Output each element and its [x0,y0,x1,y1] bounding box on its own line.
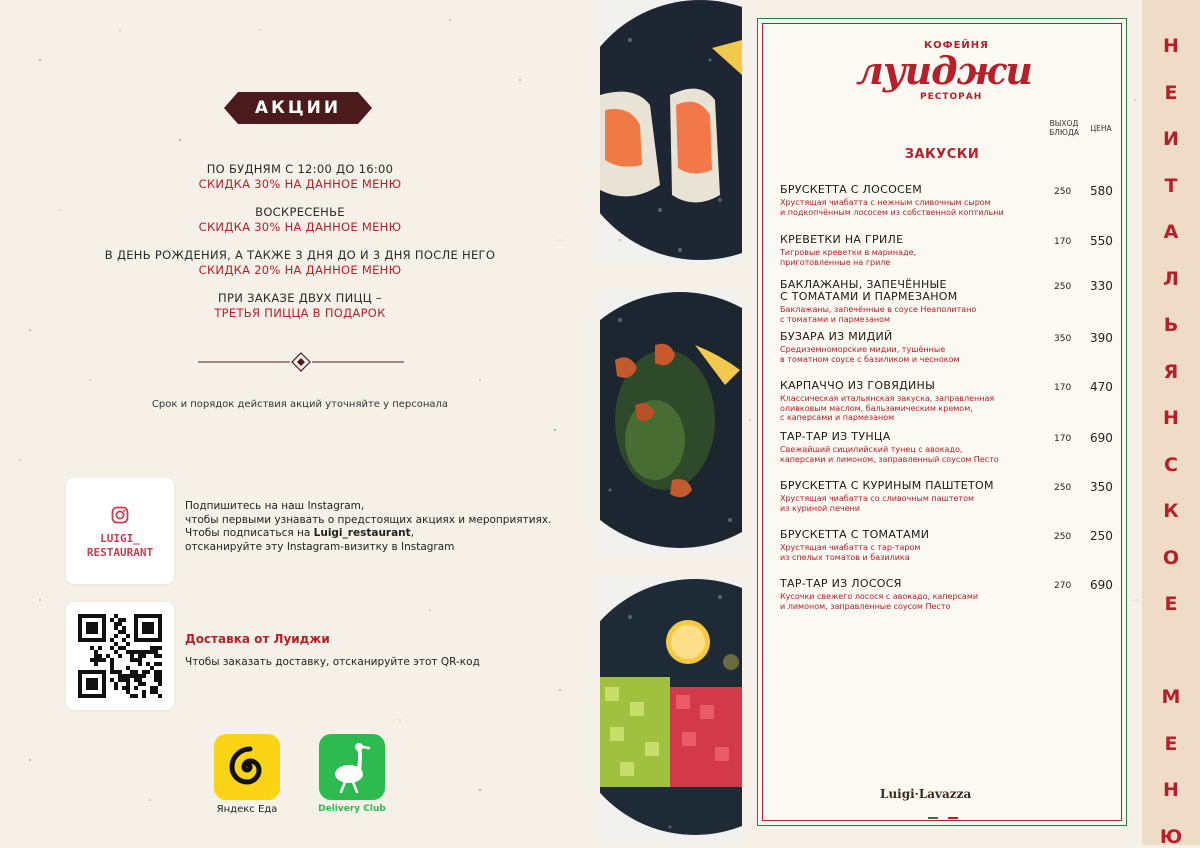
menu-item-description: Хрустящая чиабатта с нежным сливочным сыром и подкопчённым лососем из собственной коптильни [780,198,1004,217]
brand-bottom-text: РЕСТОРАН [920,92,983,102]
promo-condition: ПО БУДНЯМ С 12:00 ДО 16:00 [206,162,394,176]
menu-item [780,578,1115,611]
promo-banner-label: АКЦИИ [254,98,342,118]
menu-item-name: БАКЛАЖАНЫ, ЗАПЕЧЁННЫЕ С ТОМАТАМИ И ПАРМЕЗАНОМ [780,278,958,303]
instagram-line: Подпишитесь на наш Instagram, [185,500,365,512]
instagram-handle: LUIGI_ RESTAURANT [86,532,154,559]
menu-item [780,380,1115,423]
brand-top-text: КОФЕЙНЯ [924,40,989,51]
promo-list [100,162,500,334]
menu-item [780,279,1115,324]
menu-item-weight: 250 [1054,187,1072,197]
menu-item [780,529,1115,562]
side-title-letter: Н [1163,779,1179,801]
instagram-line [185,527,551,541]
side-title-letter: Н [1163,407,1179,429]
instagram-icon [111,506,129,524]
promo-item [100,291,500,321]
instagram-instructions [185,500,551,554]
side-title-letter: Л [1163,267,1179,290]
menu-item-weight: 270 [1054,581,1072,591]
yandex-eda-app-icon[interactable] [214,734,280,800]
menu-item-price: 350 [1090,480,1113,494]
menu-item-price: 250 [1090,529,1113,543]
menu-item-name: КАРПАЧЧО ИЗ ГОВЯДИНЫ [780,379,936,392]
menu-item-description: Классическая итальянская закуска, заправленная оливковым маслом, бальзамическим кремом, с каперсами и пармезаном [780,394,995,422]
menu-item-weight: 250 [1054,532,1072,542]
menu-item-price: 550 [1090,234,1113,248]
instagram-card[interactable] [66,478,174,584]
ostrich-icon [319,734,385,800]
italian-flag-stripe [928,804,958,806]
menu-item-name: БУЗАРА ИЗ МИДИЙ [780,330,893,343]
menu-item-weight: 170 [1054,237,1072,247]
photo-bruschetta-salmon [600,0,742,265]
promo-item [100,205,500,235]
side-title-letter: Е [1164,732,1178,755]
menu-item-description: Средиземноморские мидии, тушённые в томатном соусе с базиликом и чесноком [780,345,960,364]
menu-item-name: БРУСКЕТТА С ТОМАТАМИ [780,528,930,541]
yandex-eda-label: Яндекс Еда [216,804,278,815]
qr-code-icon [78,614,162,698]
side-title-stripe [1142,0,1200,848]
menu-item-weight: 350 [1054,334,1072,344]
menu-item-price: 690 [1090,431,1113,445]
menu-item [780,331,1115,364]
spiral-icon [214,734,280,800]
side-title-letter: А [1163,221,1179,243]
menu-item-description: Свежайший сицилийский тунец с авокадо, каперсами и лимоном, заправленный соусом Песто [780,445,999,464]
menu-item-price: 470 [1090,380,1113,394]
shrimp-photo [600,290,742,555]
instagram-line: отсканируйте эту Instagram-визитку в Instagram [185,540,455,553]
instagram-account-name: Luigi_restaurant [313,527,411,539]
side-title-letter: М [1161,686,1181,708]
menu-item-description: Баклажаны, запечённые в соусе Неаполитано с томатами и пармезаном [780,305,977,324]
menu-item [780,431,1115,464]
menu-item-description: Кусочки свежего лосося с авокадо, каперсами и лимоном, заправленные соусом Песто [780,592,979,611]
menu-item-weight: 250 [1054,483,1072,493]
menu-section-title: ЗАКУСКИ [904,147,980,162]
side-title-letter: С [1164,453,1178,476]
promo-banner [224,88,372,128]
menu-item-price: 330 [1090,279,1113,293]
promo-panel [0,0,600,845]
promo-discount: СКИДКА 20% НА ДАННОЕ МЕНЮ [198,263,402,277]
food-photo-column [600,0,742,845]
promo-discount: СКИДКА 30% НА ДАННОЕ МЕНЮ [198,220,402,234]
instagram-line-text: , [410,527,415,539]
instagram-line-text: Чтобы подписаться на [185,527,314,539]
menu-item-price: 390 [1090,331,1113,345]
instagram-line: чтобы первыми узнавать о предстоящих акциях и мероприятиях. [185,513,552,526]
side-title-letter: Ю [1159,825,1183,848]
menu-item-weight: 170 [1054,434,1072,444]
bruschetta-photo [600,0,742,265]
side-title-letter: К [1163,500,1179,522]
side-title-letter: Е [1164,81,1178,104]
promo-condition: В ДЕНЬ РОЖДЕНИЯ, А ТАКЖЕ 3 ДНЯ ДО И 3 ДНЯ ПОСЛЕ НЕГО [104,248,496,262]
side-title-letter: Е [1164,593,1178,615]
menu-item-name: ТАР-ТАР ИЗ ТУНЦА [780,430,891,443]
partner-logo: Luigi·Lavazza [880,787,972,801]
side-title-letter: Я [1163,360,1179,383]
delivery-qr-card[interactable] [66,602,174,710]
promo-note: Срок и порядок действия акций уточняйте у персонала [151,399,449,410]
column-header-output: ВЫХОД БЛЮДА [1049,119,1079,137]
delivery-text: Чтобы заказать доставку, отсканируйте этот QR-код [185,656,480,668]
side-title-letter: Н [1163,35,1179,57]
promo-discount: ТРЕТЬЯ ПИЦЦА В ПОДАРОК [214,306,386,320]
promo-item [100,248,500,278]
promo-condition: ВОСКРЕСЕНЬЕ [255,205,345,219]
menu-item [780,234,1115,267]
delivery-club-label: Delivery Club [318,804,386,814]
delivery-title: Доставка от Луиджи [185,632,330,646]
delivery-club-app-icon[interactable] [319,734,385,800]
menu-item-name: БРУСКЕТТА С КУРИНЫМ ПАШТЕТОМ [780,479,994,492]
side-title-letter: Ь [1163,314,1179,336]
tartare-photo [600,577,742,842]
side-title-letter: Т [1164,174,1178,197]
side-title-letter: О [1162,546,1180,569]
menu-item-price: 690 [1090,578,1113,592]
photo-tuna-tartare [600,577,742,842]
photo-grilled-shrimp [600,290,742,555]
promo-item [100,162,500,192]
menu-item-name: БРУСКЕТТА С ЛОСОСЕМ [780,183,923,196]
column-header-price: ЦЕНА [1090,124,1112,133]
menu-item-name: ТАР-ТАР ИЗ ЛОСОСЯ [780,577,902,590]
promo-discount: СКИДКА 30% НА ДАННОЕ МЕНЮ [198,177,402,191]
brand-name: луиджи [856,48,1032,93]
menu-item-name: КРЕВЕТКИ НА ГРИЛЕ [780,233,904,246]
menu-item-price: 580 [1090,184,1113,198]
ornament-divider [198,352,404,372]
menu-item-description: Хрустящая чиабатта со сливочным паштетом из куриной печени [780,494,975,513]
menu-item-weight: 250 [1054,282,1072,292]
promo-condition: ПРИ ЗАКАЗЕ ДВУХ ПИЦЦ – [218,291,382,305]
menu-item-weight: 170 [1054,383,1072,393]
menu-item-description: Тигровые креветки в маринаде, приготовленные на гриле [780,248,917,267]
menu-item-description: Хрустящая чиабатта с тар-таром из спелых томатов и базилика [780,543,921,562]
menu-item [780,184,1115,217]
menu-item [780,480,1115,513]
side-title-letter: И [1163,128,1179,150]
brand-logo [848,34,1038,114]
